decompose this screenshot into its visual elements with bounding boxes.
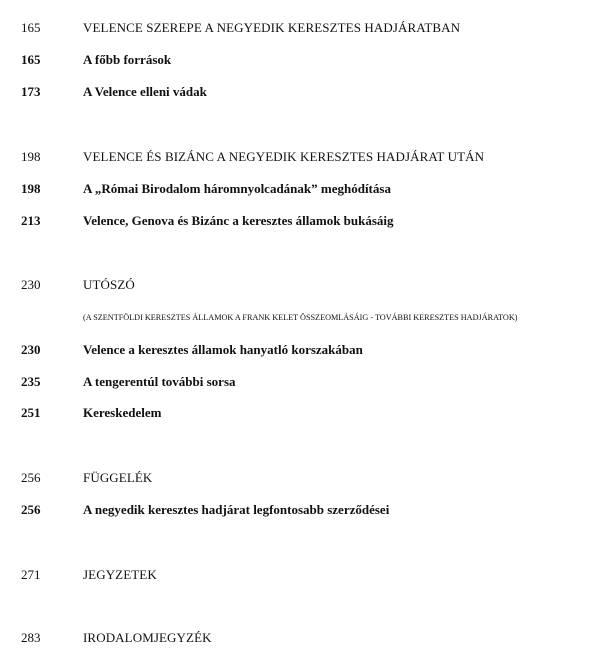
toc-entry — [0, 372, 611, 392]
toc-entry — [0, 500, 611, 520]
page-number: 251 — [21, 405, 41, 420]
page-number: 271 — [21, 567, 41, 582]
toc-entry — [0, 211, 611, 231]
section-title: VELENCE SZEREPE A NEGYEDIK KERESZTES HADJÁRATBAN — [83, 20, 461, 35]
entry-title: Velence, Genova és Bizánc a keresztes államok bukásáig — [83, 213, 394, 228]
toc-heading-utoszo — [0, 275, 611, 295]
section-title: FÜGGELÉK — [83, 470, 153, 485]
toc-heading-jegyzetek — [0, 565, 611, 585]
toc-entry — [0, 82, 611, 102]
entry-title: A Velence elleni vádak — [83, 84, 207, 99]
section-note: (A SZENTFÖLDI KERESZTES ÁLLAMOK A FRANK KELET ÖSSZEOMLÁSÁIG - TOVÁBBI KERESZTES HADJÁRATOK) — [83, 313, 518, 322]
page-number: 283 — [21, 630, 41, 645]
entry-title: A negyedik keresztes hadjárat legfontosabb szerződései — [83, 502, 390, 517]
page-number: 165 — [21, 52, 41, 67]
section-title: VELENCE ÉS BIZÁNC A NEGYEDIK KERESZTES HADJÁRAT UTÁN — [83, 149, 485, 164]
page-number: 235 — [21, 374, 41, 389]
section-title: JEGYZETEK — [83, 567, 157, 582]
toc-heading-velence-es-bizanc — [0, 147, 611, 167]
page-number: 213 — [21, 213, 41, 228]
page-number: 256 — [21, 502, 41, 517]
page-number: 198 — [21, 149, 41, 164]
page-number: 230 — [21, 277, 41, 292]
section-title: IRODALOMJEGYZÉK — [83, 630, 212, 645]
toc-entry — [0, 340, 611, 360]
toc-heading-fuggelek — [0, 468, 611, 488]
page-number: 256 — [21, 470, 41, 485]
toc-heading-irodalomjegyzek — [0, 628, 611, 648]
page-number: 230 — [21, 342, 41, 357]
toc-heading-velence-szerepe — [0, 18, 611, 38]
entry-title: A tengerentúl további sorsa — [83, 374, 236, 389]
page-number: 173 — [21, 84, 41, 99]
entry-title: A főbb források — [83, 52, 172, 67]
section-title: UTÓSZÓ — [83, 277, 135, 292]
entry-title: Velence a keresztes államok hanyatló korszakában — [83, 342, 363, 357]
toc-entry — [0, 179, 611, 199]
page-number: 165 — [21, 20, 41, 35]
entry-title: Kereskedelem — [83, 405, 162, 420]
toc-section-note — [0, 308, 611, 328]
page-number: 198 — [21, 181, 41, 196]
entry-title: A „Római Birodalom háromnyolcadának” meghódítása — [83, 181, 391, 196]
toc-entry — [0, 50, 611, 70]
toc-entry — [0, 403, 611, 423]
